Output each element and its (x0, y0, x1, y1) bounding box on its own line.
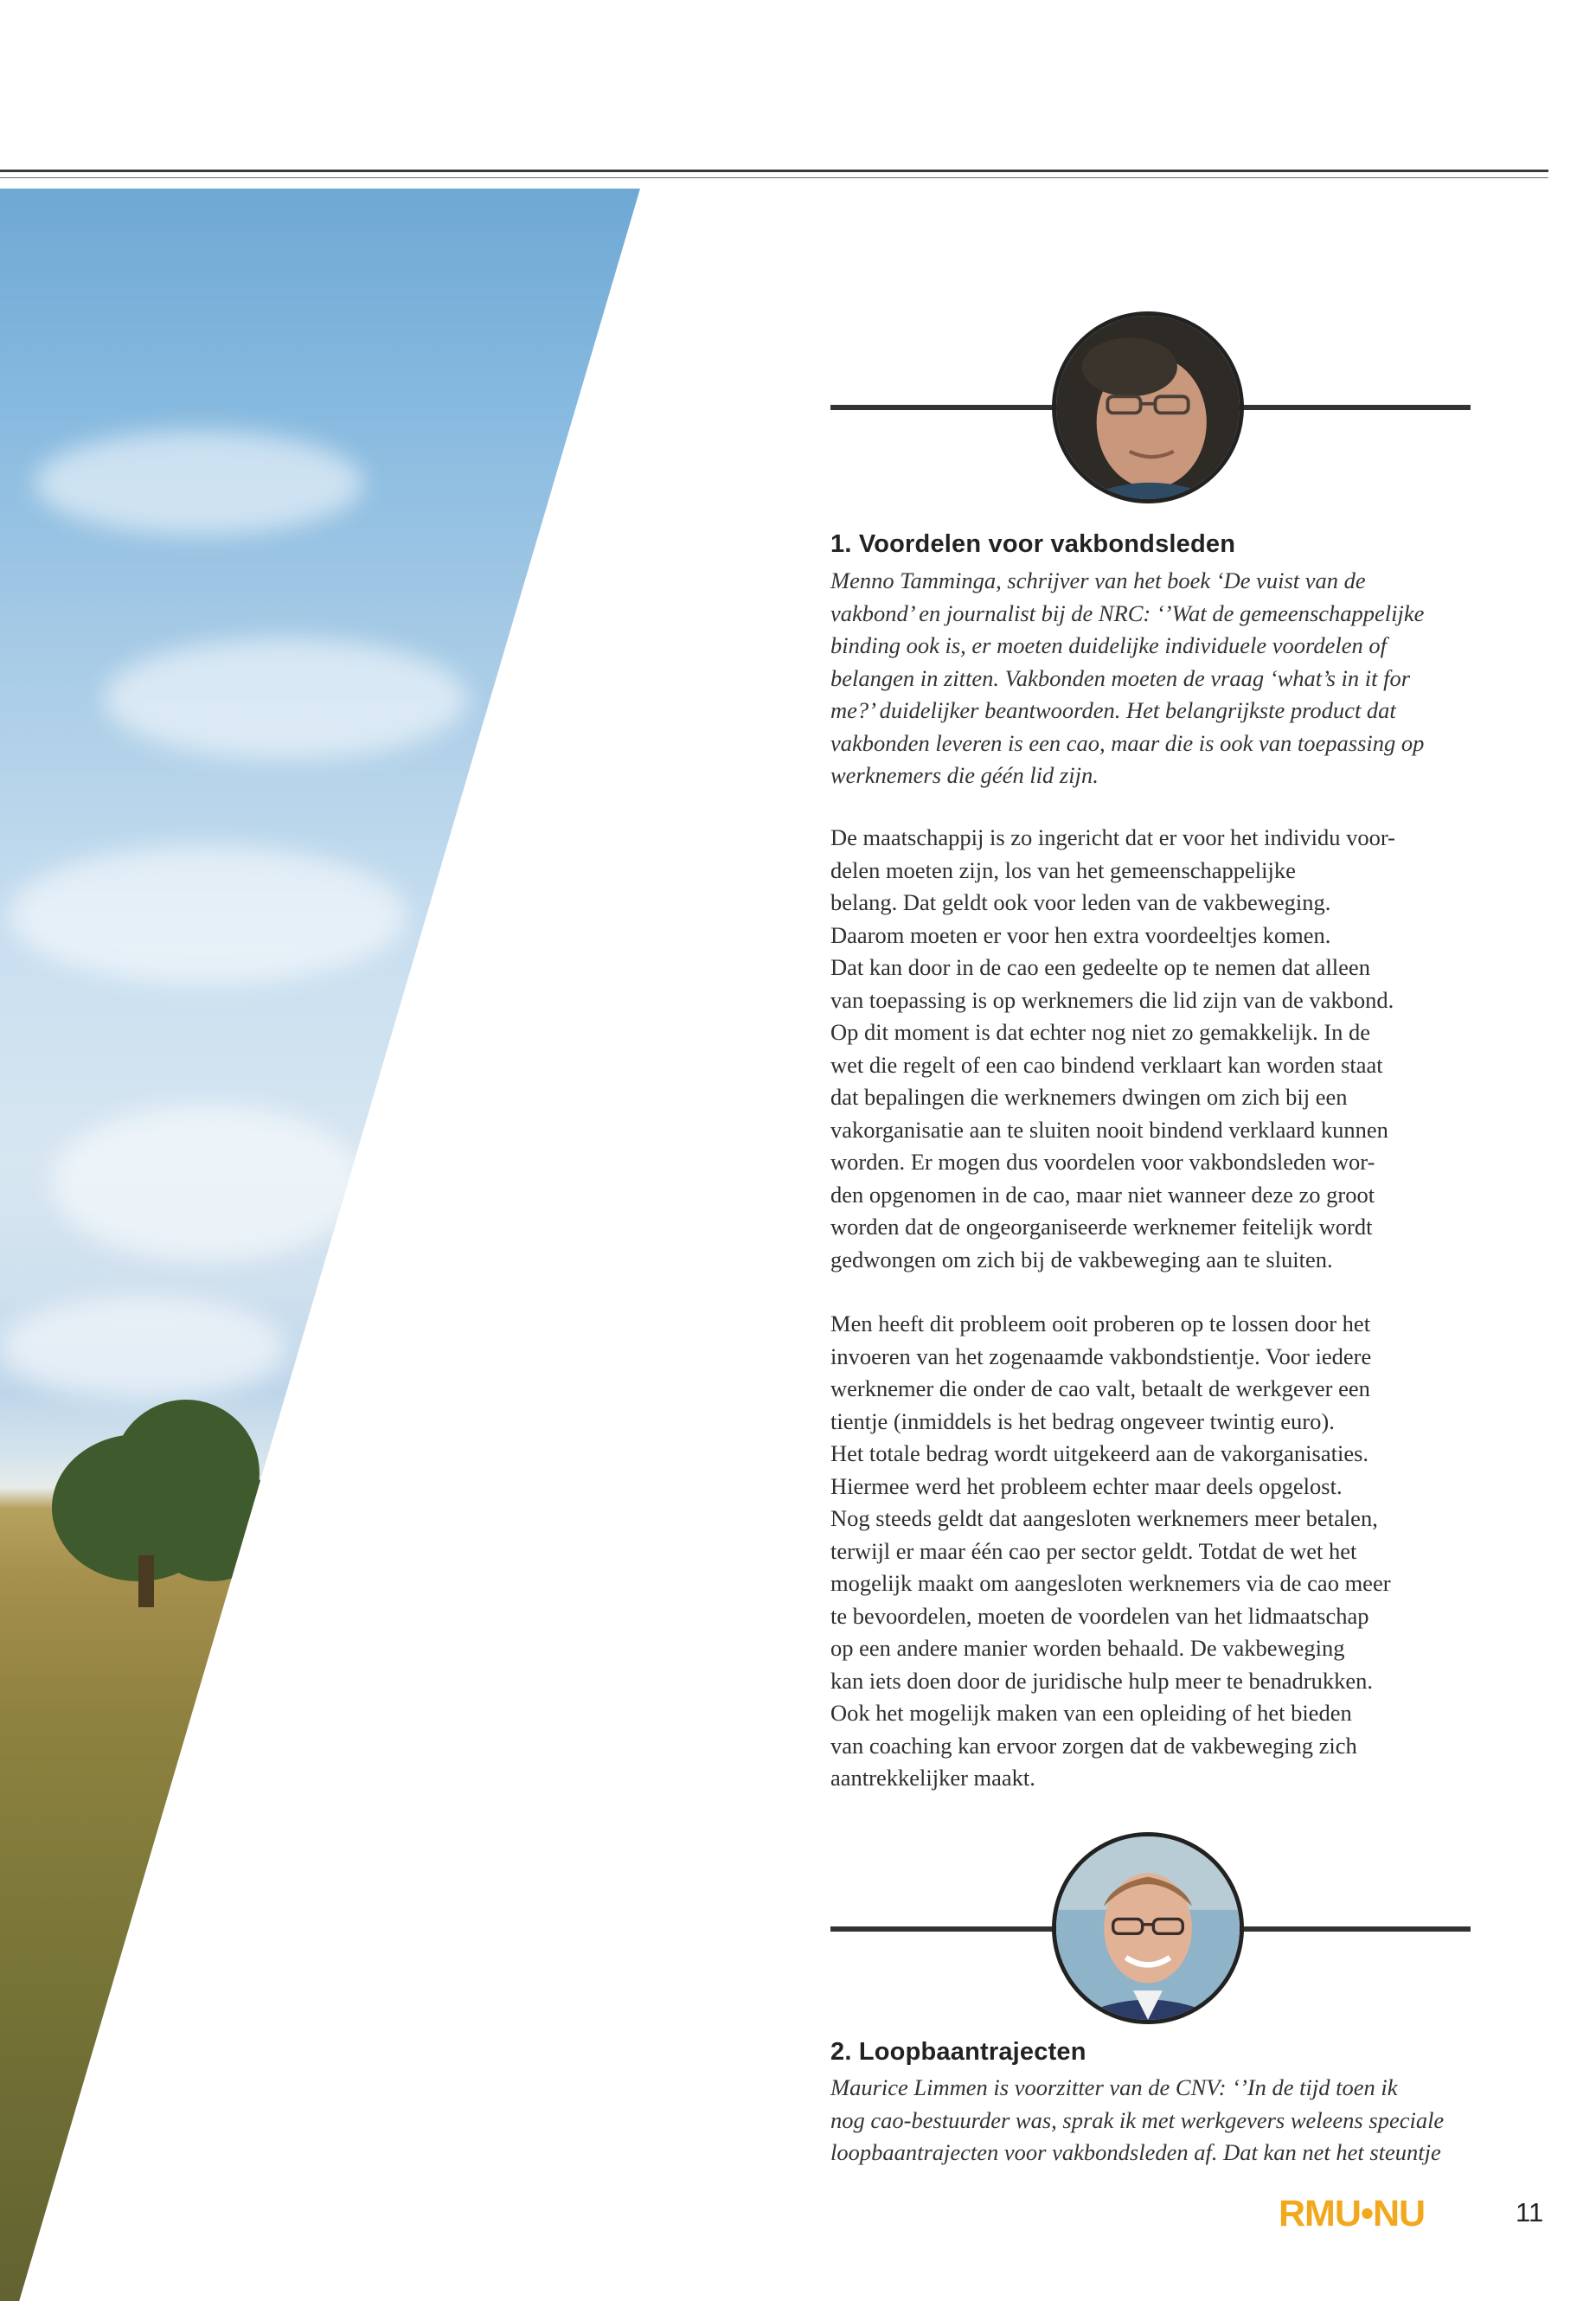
text-line: te bevoordelen, moeten de voordelen van het lidmaatschap (830, 1602, 1369, 1629)
text-line: vakorganisatie aan te sluiten nooit bindend verklaard kunnen (830, 1116, 1388, 1143)
text-line: Hiermee werd het probleem echter maar deels opgelost. (830, 1472, 1343, 1499)
tree (35, 1382, 294, 1607)
text-line: op een andere manier worden behaald. De vakbeweging (830, 1635, 1345, 1661)
text-line: tientje (inmiddels is het bedrag ongeveer twintig euro). (830, 1407, 1335, 1434)
text-line: werknemer die onder de cao valt, betaalt de werkgever een (830, 1375, 1370, 1401)
text-line: van toepassing is op werknemers die lid zijn van de vakbond. (830, 986, 1394, 1013)
text-line: delen moeten zijn, los van het gemeenschappelijke (830, 856, 1296, 883)
page-number: 11 (1516, 2197, 1544, 2227)
section2-heading: 2. Loopbaantrajecten (830, 2038, 1086, 2066)
text-line: Daarom moeten er voor hen extra voordeeltjes komen. (830, 921, 1331, 948)
header-rule-thin (0, 177, 1548, 178)
text-line: werknemers die géén lid zijn. (830, 762, 1099, 788)
portrait-maurice-limmen (1052, 1832, 1244, 2024)
text-line: nog cao-bestuurder was, sprak ik met werkgevers weleens speciale (830, 2106, 1445, 2133)
logo-text-rmu: RMU (1279, 2193, 1361, 2234)
text-line: gedwongen om zich bij de vakbeweging aan te sluiten. (830, 1246, 1333, 1272)
landscape-photo (0, 189, 640, 2301)
section2-intro (830, 2072, 1475, 2170)
text-line: Op dit moment is dat echter nog niet zo gemakkelijk. In de (830, 1019, 1371, 1045)
portrait-image (1056, 316, 1240, 499)
text-line: loopbaantrajecten voor vakbondsleden af. Dat kan net het steuntje (830, 2139, 1441, 2165)
text-line: aantrekkelijker maakt. (830, 1765, 1035, 1791)
header-rule (0, 170, 1548, 172)
section1-paragraph-2 (830, 1308, 1475, 1795)
text-line: Ook het mogelijk maken van een opleiding of het bieden (830, 1700, 1352, 1726)
logo-dot: • (1360, 2193, 1373, 2234)
text-line: terwijl er maar één cao per sector geldt. Totdat de wet het (830, 1537, 1357, 1564)
text-line: vakbond’ en journalist bij de NRC: ‘’Wat de gemeenschappelijke (830, 599, 1425, 626)
text-line: worden. Er mogen dus voordelen voor vakbondsleden wor- (830, 1149, 1375, 1175)
text-line: mogelijk maakt om aangesloten werknemers via de cao meer (830, 1570, 1391, 1596)
portrait-image (1056, 1836, 1240, 2020)
text-line: De maatschappij is zo ingericht dat er voor het individu voor- (830, 824, 1395, 850)
text-line: wet die regelt of een cao bindend verklaart kan worden staat (830, 1051, 1383, 1078)
text-line: Nog steeds geldt dat aangesloten werknemers meer betalen, (830, 1505, 1378, 1531)
text-line: binding ook is, er moeten duidelijke individuele voordelen of (830, 632, 1387, 658)
text-line: Maurice Limmen is voorzitter van de CNV: ‘’In de tijd toen ik (830, 2074, 1398, 2100)
text-line: den opgenomen in de cao, maar niet wanneer deze zo groot (830, 1181, 1375, 1208)
text-line: Het totale bedrag wordt uitgekeerd aan de vakorganisaties. (830, 1440, 1369, 1466)
text-line: kan iets doen door de juridische hulp meer te benadrukken. (830, 1667, 1373, 1694)
rmu-nu-logo (1279, 2193, 1425, 2235)
text-line: Men heeft dit probleem ooit proberen op te lossen door het (830, 1311, 1371, 1336)
section1-intro (830, 565, 1475, 792)
portrait-menno-tamminga (1052, 311, 1244, 503)
text-line: belang. Dat geldt ook voor leden van de vakbeweging. (830, 889, 1331, 915)
text-line: invoeren van het zogenaamde vakbondstientje. Voor iedere (830, 1343, 1372, 1369)
text-line: worden dat de ongeorganiseerde werknemer feitelijk wordt (830, 1214, 1373, 1240)
section1-heading: 1. Voordelen voor vakbondsleden (830, 530, 1236, 558)
section1-paragraph-1 (830, 822, 1475, 1276)
text-line: van coaching kan ervoor zorgen dat de vakbeweging zich (830, 1732, 1357, 1759)
text-line: Menno Tamminga, schrijver van het boek ‘De vuist van de (830, 567, 1366, 593)
text-line: vakbonden leveren is een cao, maar die is ook van toepassing op (830, 729, 1425, 756)
text-line: belangen in zitten. Vakbonden moeten de vraag ‘what’s in it for (830, 664, 1411, 691)
text-line: Dat kan door in de cao een gedeelte op te nemen dat alleen (830, 954, 1370, 980)
logo-text-nu: NU (1373, 2193, 1426, 2234)
text-line: dat bepalingen die werknemers dwingen om zich bij een (830, 1084, 1348, 1110)
text-line: me?’ duidelijker beantwoorden. Het belangrijkste product dat (830, 697, 1396, 723)
